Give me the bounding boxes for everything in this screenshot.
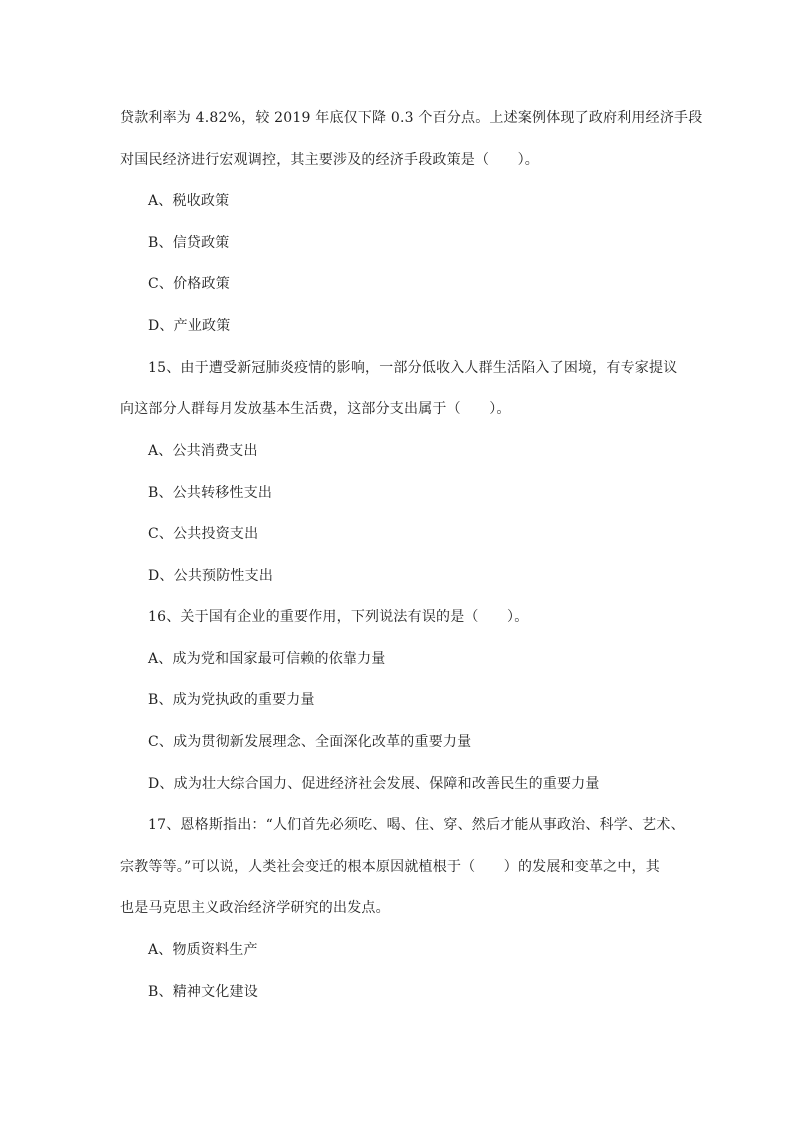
answer-option: C、公共投资支出 bbox=[148, 526, 259, 542]
answer-option: B、精神文化建设 bbox=[148, 984, 258, 1000]
question-15-text: 15、由于遭受新冠肺炎疫情的影响，一部分低收入人群生活陷入了困境，有专家提议 bbox=[148, 360, 678, 376]
question-17-text: 17、恩格斯指出：“人们首先必须吃、喝、住、穿、然后才能从事政治、科学、艺术、 bbox=[148, 817, 685, 833]
answer-option: D、成为壮大综合国力、促进经济社会发展、保障和改善民生的重要力量 bbox=[148, 776, 600, 792]
answer-option: C、价格政策 bbox=[148, 276, 230, 292]
answer-option: C、成为贯彻新发展理念、全面深化改革的重要力量 bbox=[148, 734, 472, 750]
paragraph-line: 对国民经济进行宏观调控，其主要涉及的经济手段政策是（ ）。 bbox=[120, 152, 539, 168]
answer-option: B、成为党执政的重要力量 bbox=[148, 692, 315, 708]
answer-option: B、信贷政策 bbox=[148, 235, 230, 251]
paragraph-line: 贷款利率为 4.82%，较 2019 年底仅下降 0.3 个百分点。上述案例体现了政府利用经济手段 bbox=[120, 110, 703, 126]
answer-option: B、公共转移性支出 bbox=[148, 485, 273, 501]
answer-option: A、物质资料生产 bbox=[148, 942, 258, 958]
answer-option: D、公共预防性支出 bbox=[148, 568, 274, 584]
answer-option: A、成为党和国家最可信赖的依靠力量 bbox=[148, 651, 386, 667]
question-17-text: 宗教等等。”可以说，人类社会变迁的根本原因就植根于（ ）的发展和变革之中，其 bbox=[120, 859, 660, 875]
answer-option: D、产业政策 bbox=[148, 318, 231, 334]
question-16-text: 16、关于国有企业的重要作用，下列说法有误的是（ ）。 bbox=[148, 609, 529, 625]
question-17-text: 也是马克思主义政治经济学研究的出发点。 bbox=[120, 900, 390, 916]
question-15-text: 向这部分人群每月发放基本生活费，这部分支出属于（ ）。 bbox=[120, 401, 511, 417]
answer-option: A、税收政策 bbox=[148, 193, 230, 209]
answer-option: A、公共消费支出 bbox=[148, 443, 258, 459]
